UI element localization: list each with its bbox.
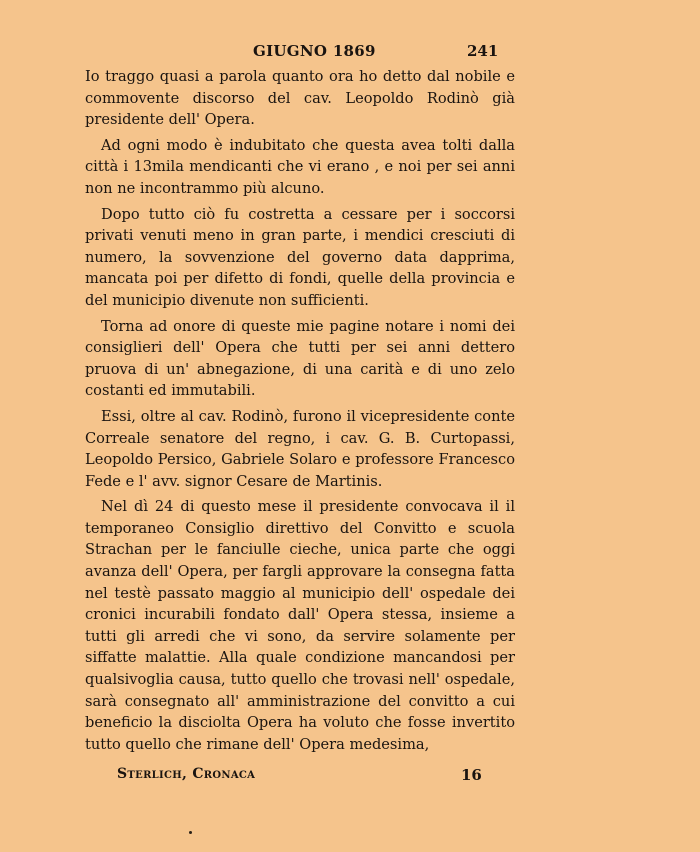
paragraph-1: Io traggo quasi a parola quanto ora ho detto dal nobile e commovente discorso del cav. Leopoldo Rodinò già presidente dell' Opera. [85,68,515,129]
body-text [85,66,515,759]
running-head [85,42,515,64]
page-number: 241 [467,42,499,60]
paragraph-5: Essi, oltre al cav. Rodinò, furono il vicepresidente conte Correale senatore del regno, i cav. G. B. Curtopassi, Leopoldo Persico, Gabriele Solaro e professore Francesco Fede e l' avv. signor Cesare de Martinis. [85,407,515,490]
signature-label: Sterlich, Cronaca [117,766,256,782]
signature-number: 16 [461,766,482,784]
paragraph-6: Nel dì 24 di questo mese il presidente convocava il il temporaneo Consiglio direttivo del Convitto e scuola Strachan per le fanciulle cieche, unica parte che oggi avanza dell' Opera, per fargli approvare la consegna fatta nel testè passato maggio al municipio dell' ospedale dei cronici incurabili fondato dall' Opera stessa, insieme a tutti gli arredi che vi sono, da servire solamente per siffatte malattie. Alla quale condizione mancandosi per qualsivoglia causa, tutto quello che trovasi nell' ospedale, sarà consegnato all' amministrazione del convitto a cui beneficio la disciolta Opera ha voluto che fosse invertito tutto quello che rimane dell' Opera medesima, [85,498,515,753]
ink-speck [189,831,192,834]
signature-line [117,766,517,788]
paragraph-4: Torna ad onore di queste mie pagine notare i nomi dei consiglieri dell' Opera che tutti per sei anni dettero pruova di un' abnegazione, di una carità e di uno zelo costanti ed immutabili. [85,317,515,400]
running-head-title: GIUGNO 1869 [253,42,376,60]
paragraph-2: Ad ogni modo è indubitato che questa avea tolti dalla città i 13mila mendicanti che vi erano , e noi per sei anni non ne incontrammo più alcuno. [85,136,515,197]
paragraph-3: Dopo tutto ciò fu costretta a cessare per i soccorsi privati venuti meno in gran parte, i mendici cresciuti di numero, la sovvenzione del governo data dapprima, mancata poi per difetto di fondi, quelle della provincia e del municipio divenute non sufficienti. [85,205,515,309]
